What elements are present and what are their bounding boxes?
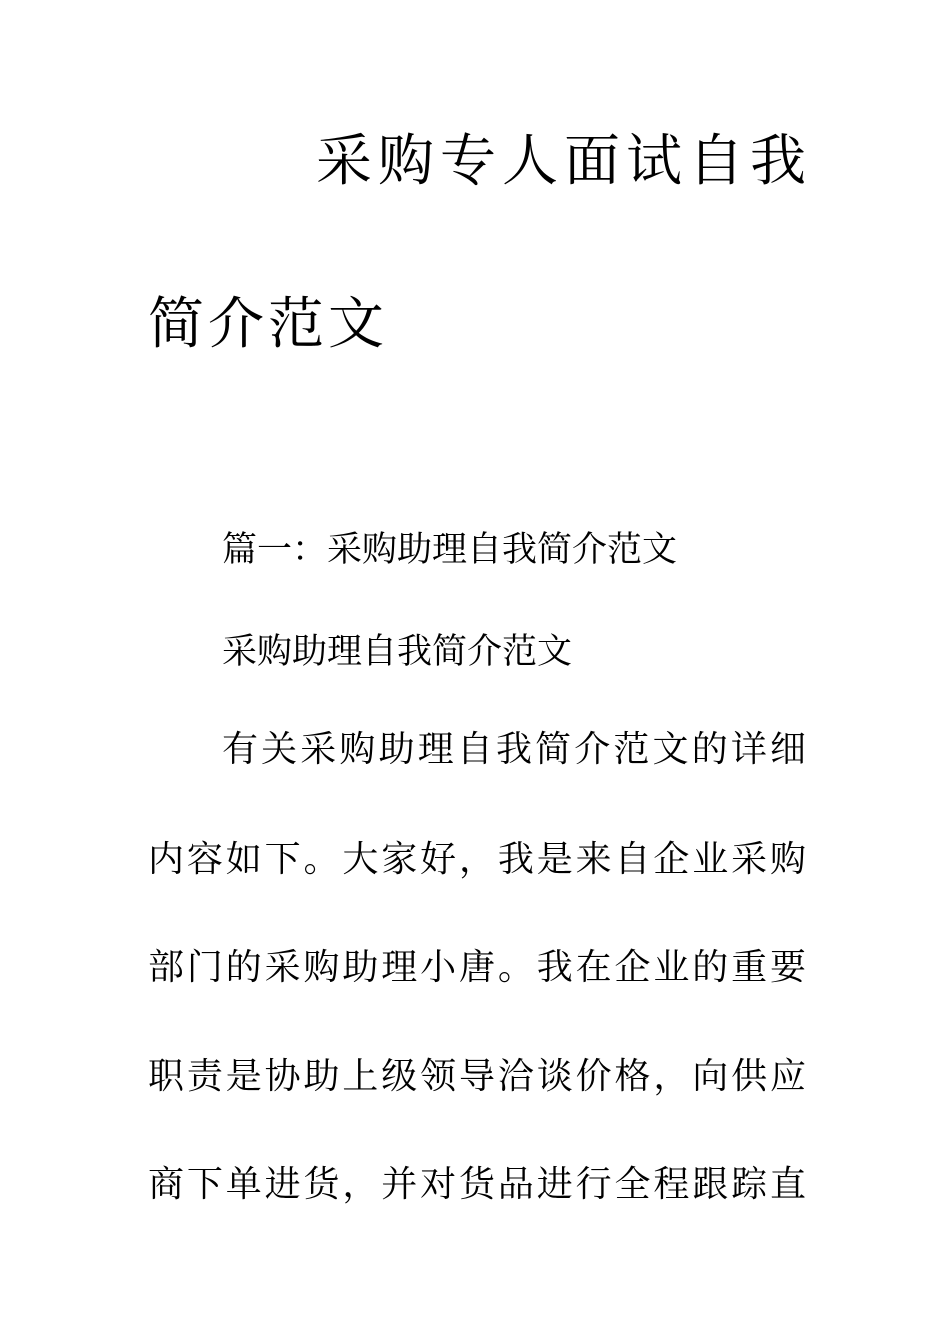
body-line-3: 部门的采购助理小唐。我在企业的重要	[148, 947, 806, 988]
sub-heading: 采购助理自我简介范文	[222, 632, 573, 672]
section-heading: 篇一：采购助理自我简介范文	[222, 530, 678, 570]
body-line-4: 职责是协助上级领导洽谈价格，向供应	[148, 1056, 806, 1097]
body-line-5: 商下单进货，并对货品进行全程跟踪直	[148, 1164, 806, 1205]
body-line-2: 内容如下。大家好，我是来自企业采购	[148, 839, 806, 880]
document-title-line-2: 简介范文	[148, 292, 388, 357]
body-line-1: 有关采购助理自我简介范文的详细	[222, 729, 806, 770]
document-title-line-1: 采购专人面试自我	[316, 129, 812, 194]
